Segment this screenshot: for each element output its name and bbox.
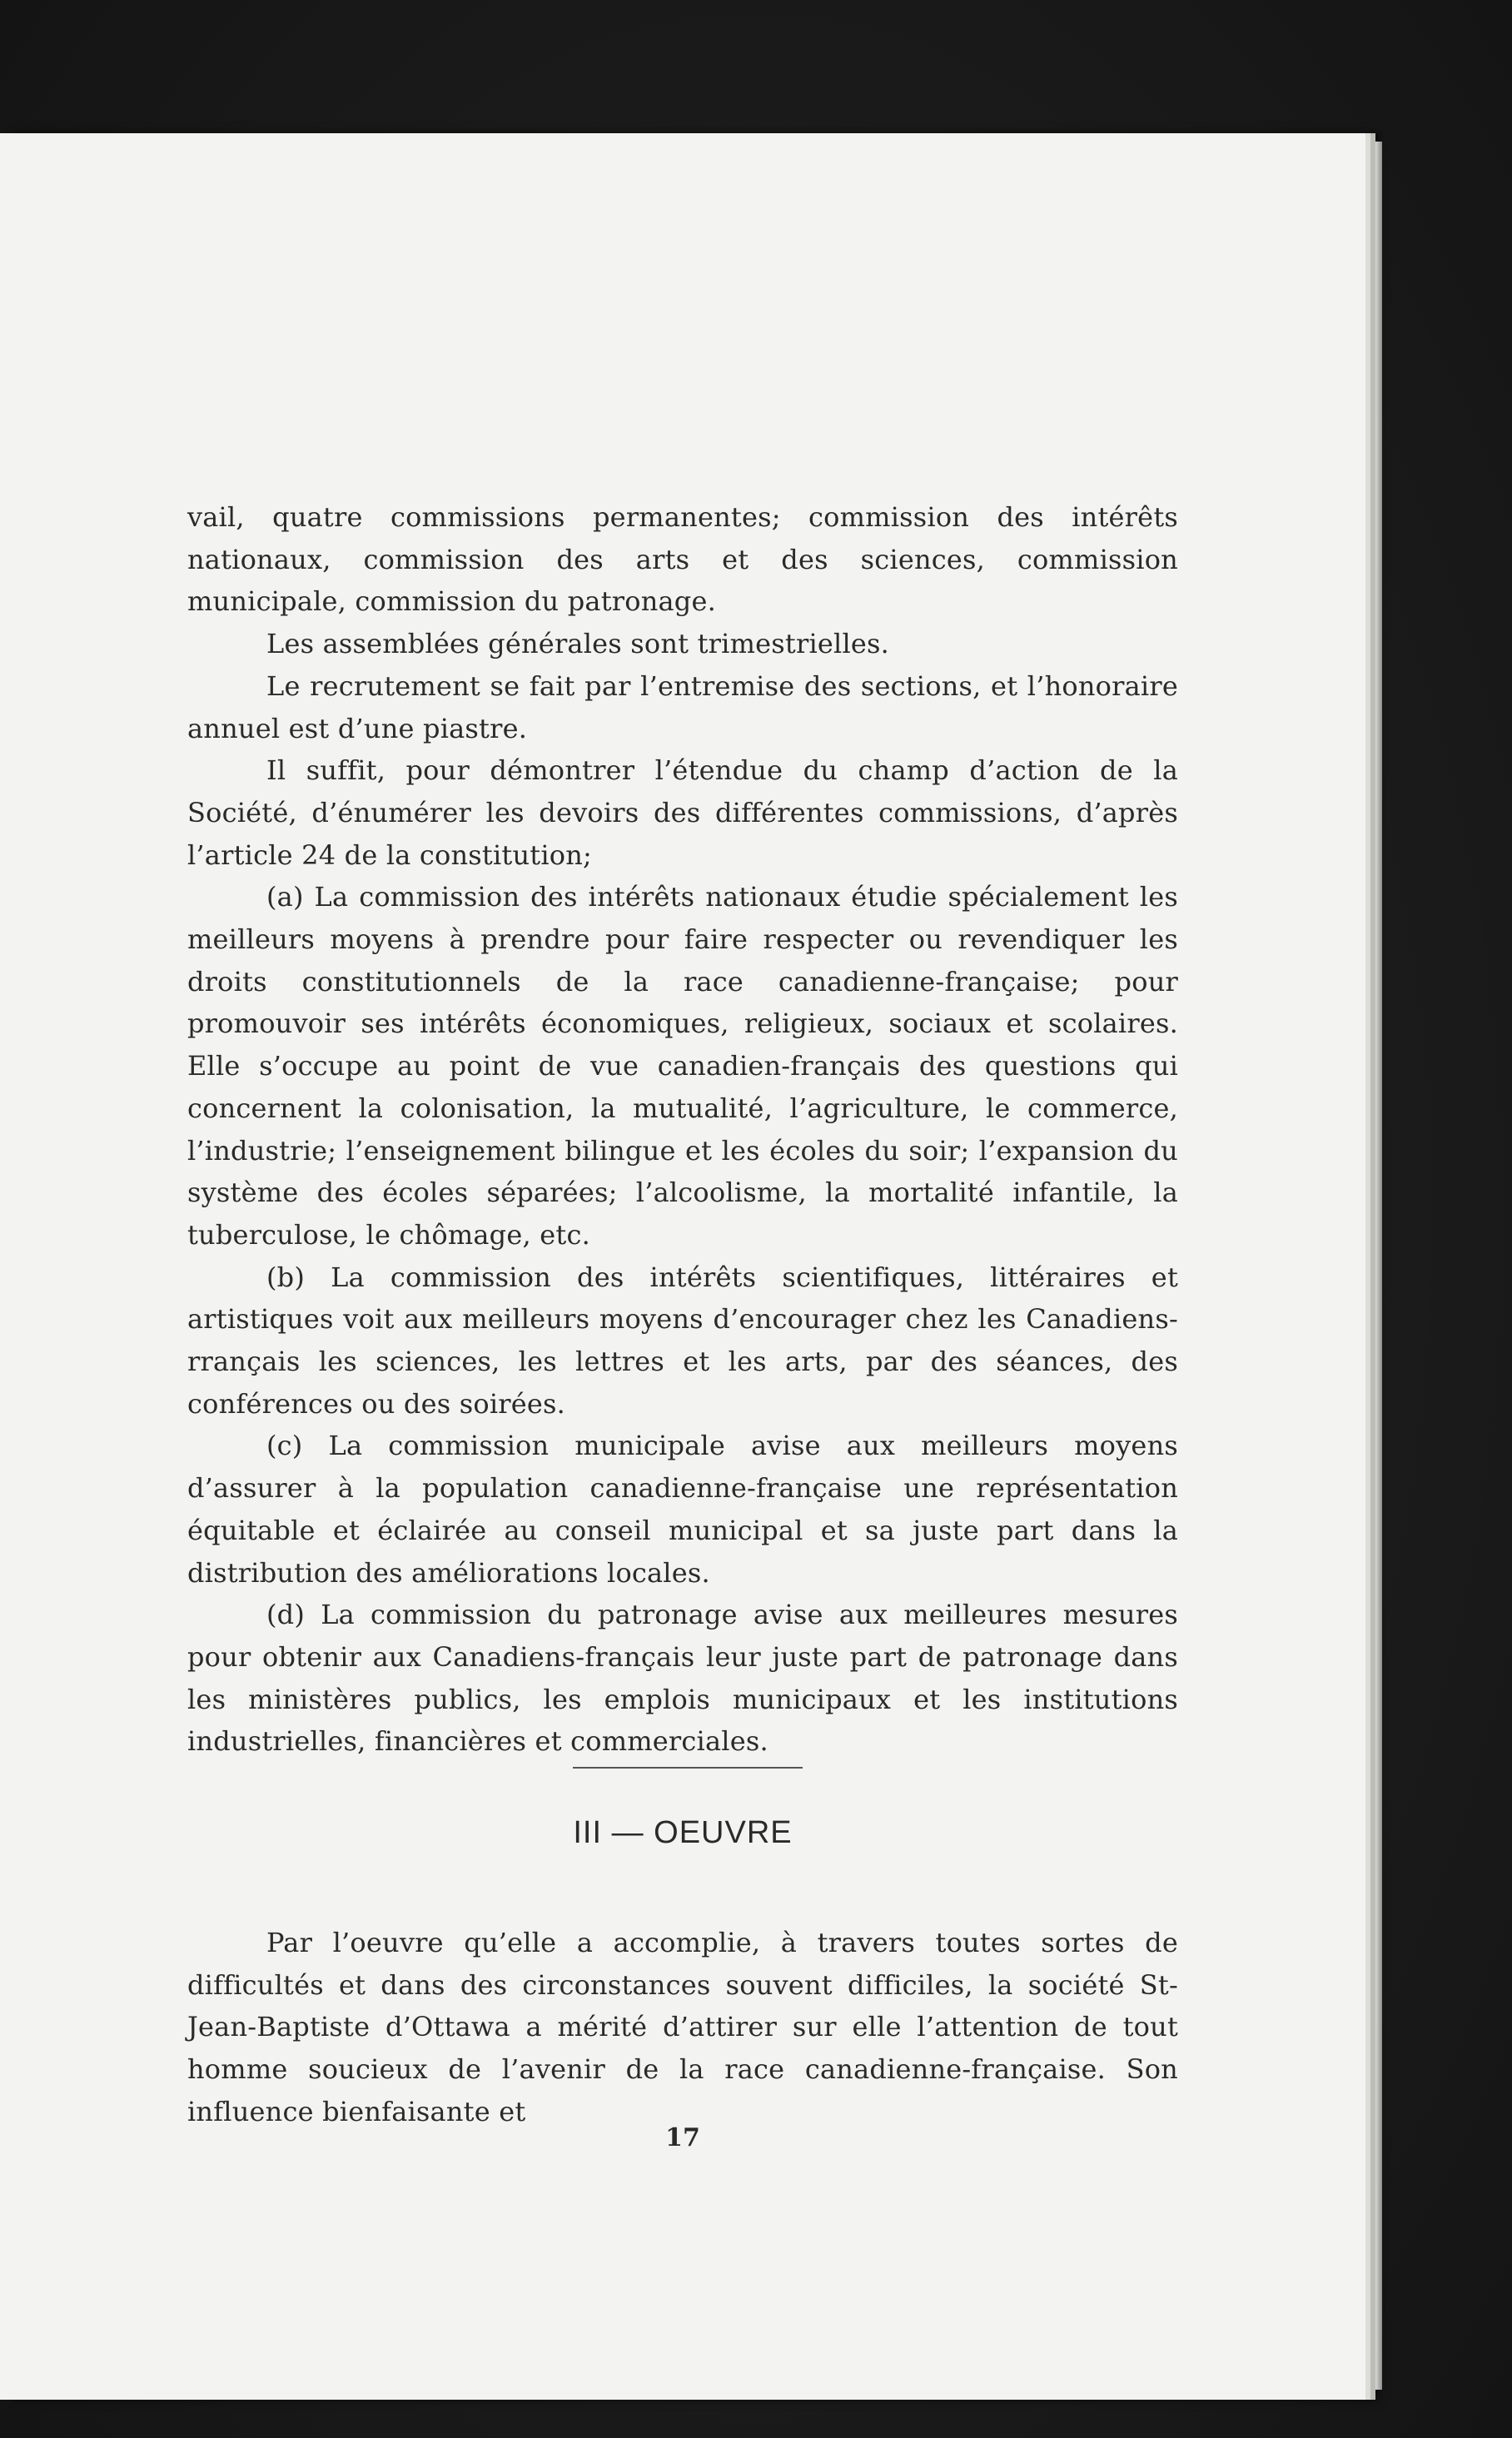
paragraph: vail, quatre commissions permanentes; commission des intérêts nationaux, commission des arts et des sciences, commission municipale, commission du patronage. — [187, 501, 1178, 618]
body-text — [187, 496, 1178, 1763]
section-heading: III — OEUVRE — [573, 1815, 793, 1850]
paragraph: (a) La commission des intérêts nationaux étudie spécialement les meilleurs moyens à prendre pour faire respecter ou revendiquer les droits constitutionnels de la race canadienne-française; pour promouvoir ses intérêts économiques, religieux, sociaux et scolaires. Elle s’occupe au point de vue canadien-français des questions qui concernent la colonisation, la mutualité, l’agriculture, le commerce, l’industrie; l’enseignement bilingue et les écoles du soir; l’expansion du système des écoles séparées; l’alcoolisme, la mortalité infantile, la tuberculose, le chômage, etc. — [187, 881, 1178, 1251]
document-page — [0, 133, 1365, 2400]
paragraph: (c) La commission municipale avise aux meilleurs moyens d’assurer à la population canadienne-française une représentation équitable et éclairée au conseil municipal et sa juste part dans la distribution des améliorations locales. — [187, 1430, 1178, 1589]
paragraph: Les assemblées générales sont trimestrielles. — [266, 628, 890, 660]
paragraph: Le recrutement se fait par l’entremise des sections, et l’honoraire annuel est d’une piastre. — [187, 669, 1178, 744]
page-edge — [1375, 142, 1382, 2390]
section-body-text — [187, 1922, 1178, 2133]
paragraph: (d) La commission du patronage avise aux meilleures mesures pour obtenir aux Canadiens-français leur juste part de patronage dans les ministères publics, les emplois municipaux et les institutions industrielles, financières et commerciales. — [187, 1599, 1178, 1758]
page-number: 17 — [665, 2123, 700, 2152]
paragraph: (b) La commission des intérêts scientifiques, littéraires et artistiques voit aux meilleurs moyens d’encourager chez les Canadiens-rrançais les sciences, les lettres et les arts, par des séances, des conférences ou des soirées. — [187, 1261, 1178, 1420]
paragraph: Il suffit, pour démontrer l’étendue du champ d’action de la Société, d’énumérer les devoirs des différentes commissions, d’après l’article 24 de la constitution; — [187, 754, 1178, 871]
paragraph: Par l’oeuvre qu’elle a accomplie, à travers toutes sortes de difficultés et dans des circonstances souvent difficiles, la société St-Jean-Baptiste d’Ottawa a mérité d’attirer sur elle l’attention de tout homme soucieux de l’avenir de la race canadienne-française. Son influence bienfaisante et — [187, 1927, 1178, 2127]
section-divider — [573, 1767, 803, 1769]
